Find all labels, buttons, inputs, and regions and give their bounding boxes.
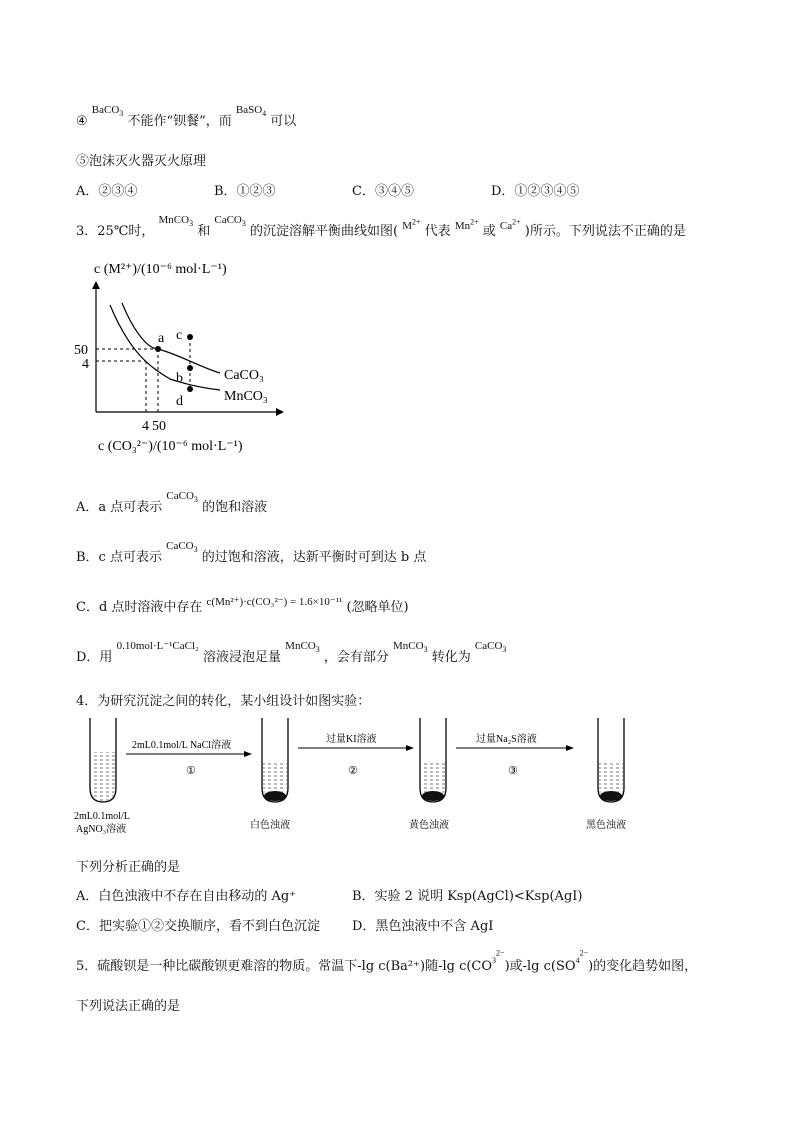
tube1-label-line1: 2mL0.1mol/L: [74, 811, 130, 822]
q2-option-c: C．③④⑤: [352, 184, 414, 199]
q2-option-d: D．①②③④⑤: [491, 184, 580, 199]
experiment-diagram: [70, 710, 650, 840]
q3-stem: 3．25℃时， $^{MnCO_3}$ 和 $^{CaCO_3}$ 的沉淀溶解平衡曲线如图( $^{M^{2+}}$ 代表 $^{Mn^{2+}}$ 或 $^{Ca^{2+}}$ )所示。下列说法不正确的是: [76, 214, 686, 239]
curve-caco3: [122, 303, 220, 373]
q3-option-b: B．c 点可表示 $^{CaCO_3}$ 的过饱和溶液，达新平衡时可到达 b 点: [76, 540, 427, 565]
point-b: [187, 365, 193, 371]
formula-baco3: BaCO3: [91, 104, 124, 119]
arrow-step-3: [456, 745, 574, 751]
step2-num: ②: [348, 765, 358, 777]
q5-stem: 5．硫酸钡是一种比碳酸钡更难溶的物质。常温下-lg c(Ba²⁺)随-lg $c(CO^{_3^{2-}})$或-lg $c(SO^{_4^{2-}})$的变化趋势如图，: [76, 948, 698, 974]
graph-xlabel: c (CO₃²⁻)/(10⁻⁶ mol·L⁻¹): [98, 439, 243, 454]
tube1-label-line2: AgNO₃溶液: [76, 824, 127, 835]
q2-item5: ⑤泡沫灭火器灭火原理: [76, 154, 207, 169]
x-axis-arrow: [276, 408, 284, 416]
arrow-step-1: [126, 751, 252, 757]
arrow-step-2: [298, 745, 414, 751]
y-axis-arrow: [92, 281, 100, 289]
solubility-graph: [70, 255, 300, 455]
test-tube-4: [598, 718, 624, 802]
curve-label-mnco3: MnCO₃: [224, 389, 268, 404]
step3-label: 过量Na₂S溶液: [476, 734, 537, 745]
graph-ylabel: c (M²⁺)/(10⁻⁶ mol·L⁻¹): [94, 262, 227, 277]
q4-stem: 4．为研究沉淀之间的转化，某小组设计如图实验：: [76, 694, 371, 709]
curve-mnco3: [110, 305, 220, 390]
q4-option-a: A．白色浊液中不存在自由移动的 Ag⁺: [76, 889, 297, 904]
y-tick-4: 4: [82, 357, 89, 372]
curve-label-caco3: CaCO₃: [224, 368, 264, 383]
test-tube-2: [262, 718, 288, 802]
q5-ask: 下列说法正确的是: [76, 999, 181, 1014]
q4-option-d: D．黑色浊液中不含 AgI: [352, 919, 494, 934]
test-tube-3: [420, 718, 446, 802]
y-tick-50: 50: [74, 343, 88, 358]
label-a: a: [158, 331, 165, 346]
q2-item4: ④ $^{BaCO_3}$ 不能作“钡餐”，而 $^{BaSO_4}$ 可以: [76, 104, 297, 129]
label-c: c: [176, 328, 183, 343]
tube4-label: 黑色浊液: [586, 820, 626, 831]
tube2-label: 白色浊液: [250, 820, 290, 831]
q4-option-b: B．实验 2 说明 Ksp(AgCl)<Ksp(AgI): [352, 889, 583, 904]
x-tick-50: 50: [152, 419, 166, 434]
formula-baso4: BaSO4: [235, 104, 267, 119]
label-b: b: [176, 371, 183, 386]
q4-option-c: C．把实验①②交换顺序，看不到白色沉淀: [76, 919, 320, 934]
point-a: [155, 346, 161, 352]
label-d: d: [176, 394, 183, 409]
q3-option-a: A．a 点可表示 $^{CaCO_3}$ 的饱和溶液: [76, 490, 268, 515]
test-tube-1: [90, 718, 116, 802]
x-tick-4: 4: [142, 419, 149, 434]
step1-label: 2mL0.1mol/L NaCl溶液: [132, 740, 232, 751]
step2-label: 过量KI溶液: [326, 734, 377, 745]
q3-option-d: D．用 $^{0.10mol\cdot L^{-1}CaCl_2}$ 溶液浸泡足量 $^{MnCO_3}$ ，会有部分 $^{MnCO_3}$ 转化为 $^{CaCO_3}$: [76, 640, 507, 665]
point-d: [187, 386, 193, 392]
step3-num: ③: [508, 765, 518, 777]
point-c: [187, 334, 193, 340]
tube3-label: 黄色浊液: [409, 820, 449, 831]
step1-num: ①: [186, 765, 196, 777]
q3-option-c: C．d 点时溶液中存在 $^{c(Mn^{2+})\cdot c(CO_3^{2-}) = 1.6\times 10^{-11}}$ (忽略单位): [76, 596, 409, 615]
q4-ask: 下列分析正确的是: [76, 860, 181, 875]
q2-option-b: B．①②③: [214, 184, 276, 199]
q2-option-a: A．②③④: [76, 184, 138, 199]
